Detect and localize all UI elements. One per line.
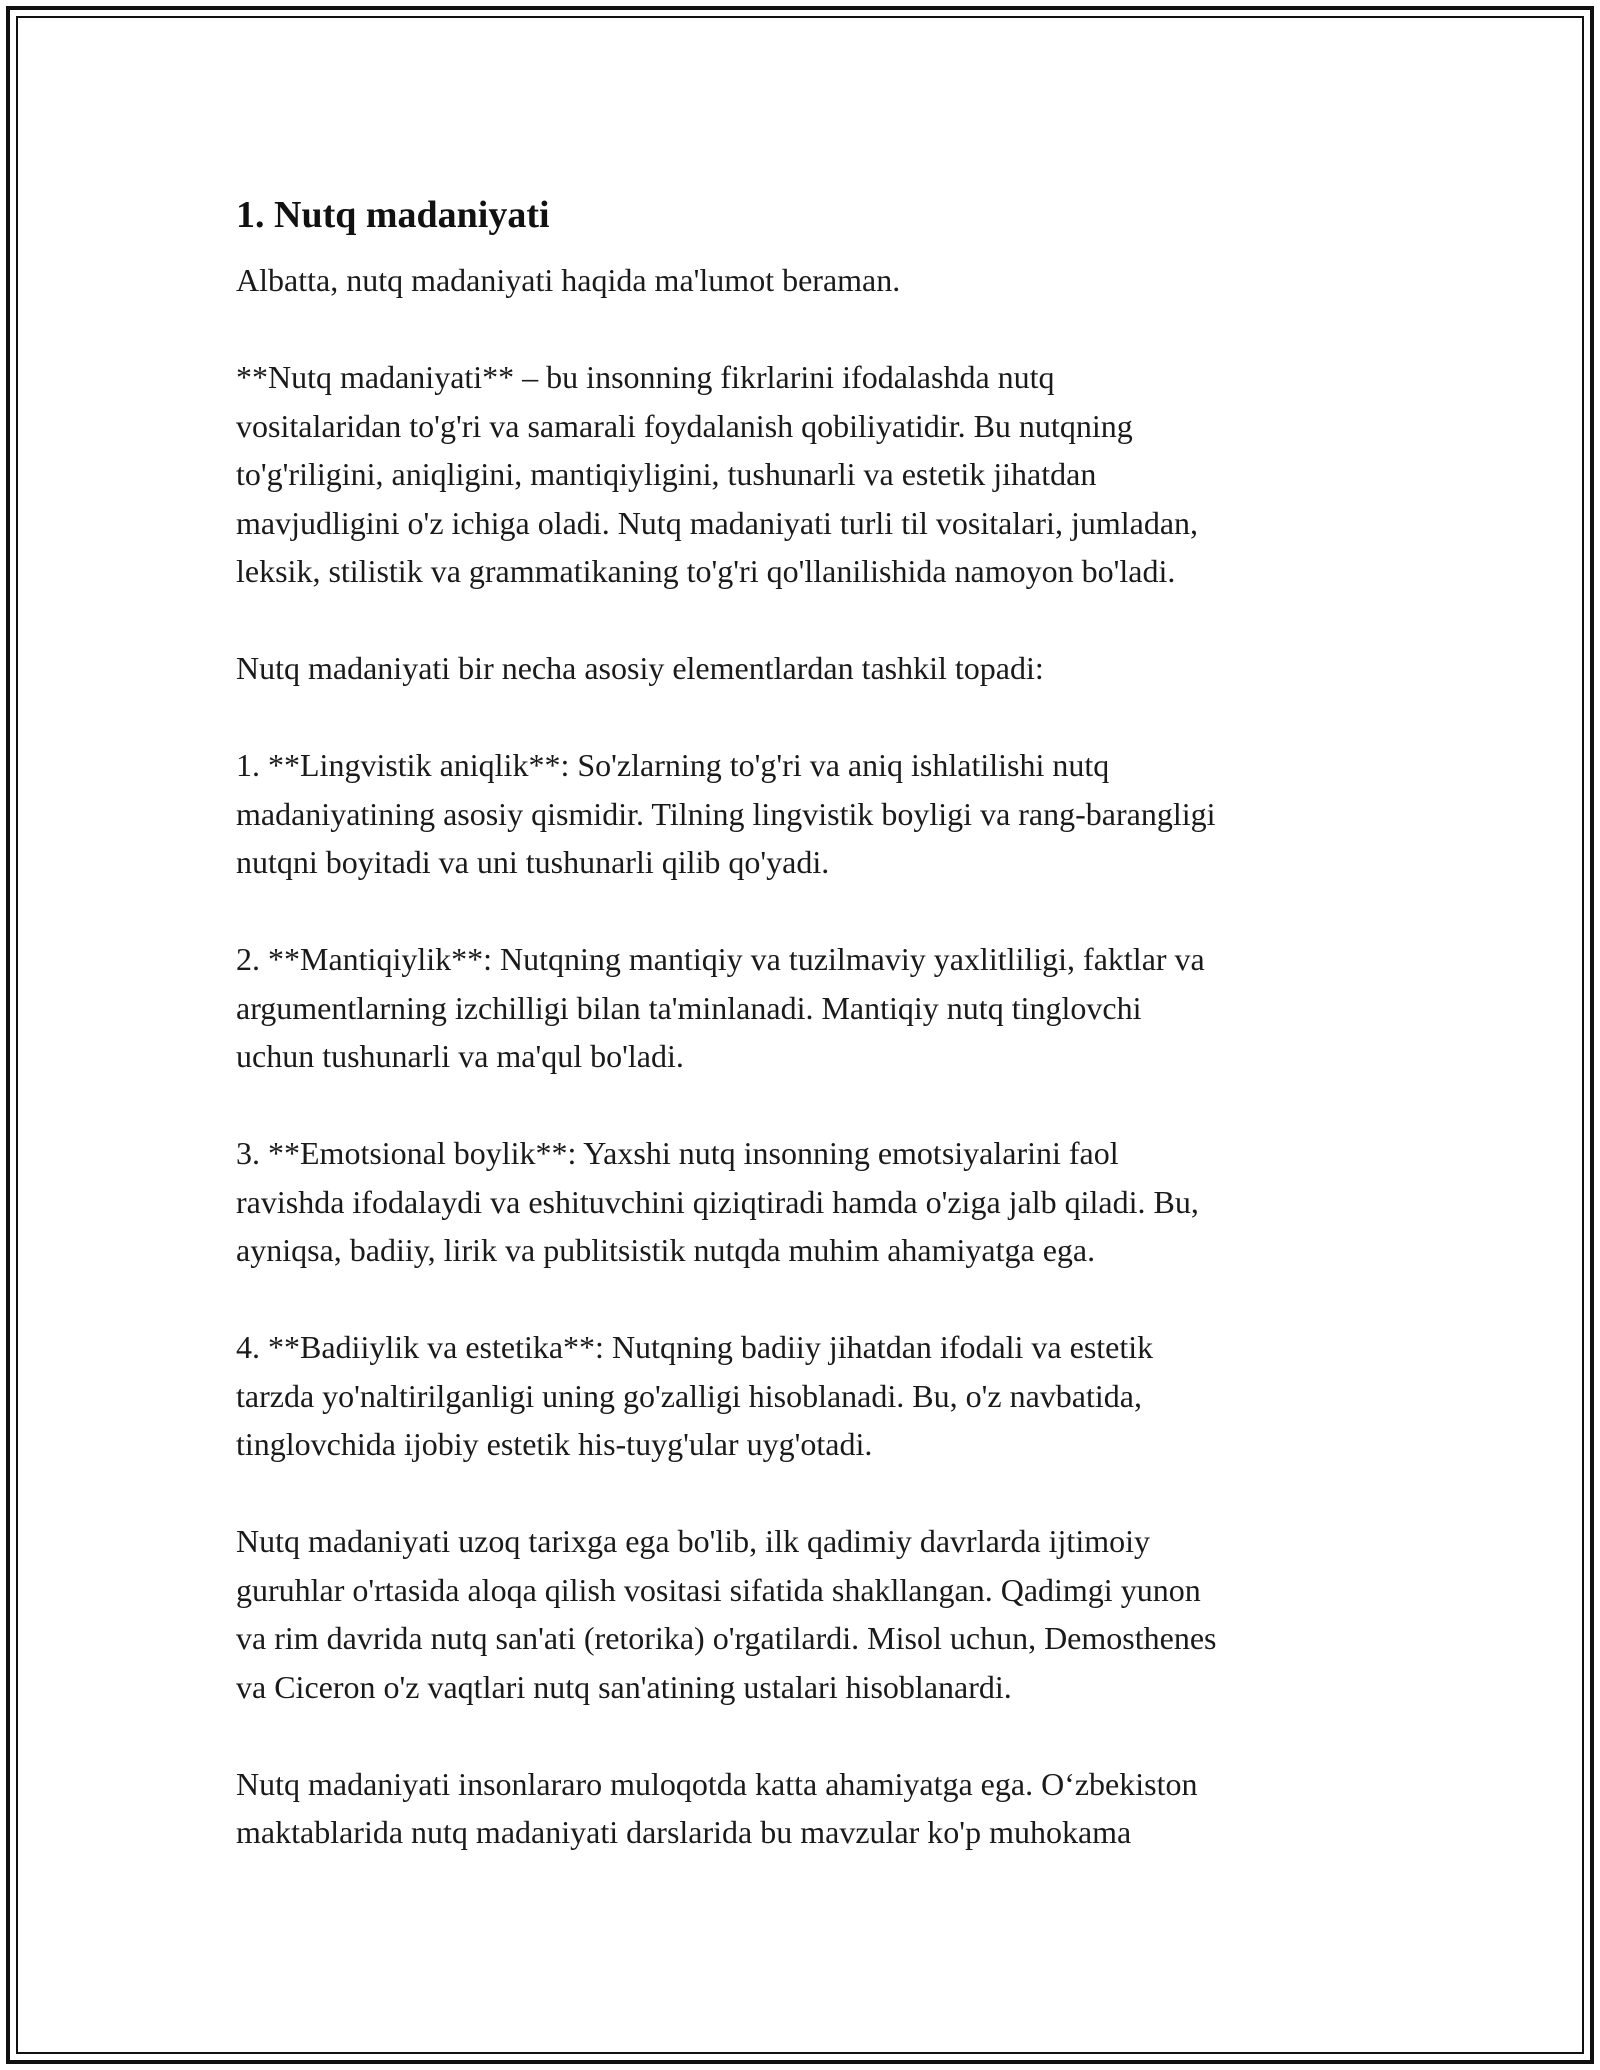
elements-intro-paragraph: Nutq madaniyati bir necha asosiy elementlardan tashkil topadi:: [236, 650, 1044, 686]
list-item-mantiqiylik: 2. **Mantiqiylik**: Nutqning mantiqiy va tuzilmaviy yaxlitliligi, faktlar va argumentlarning izchilligi bilan ta'minlanadi. Mantiqiy nutq tinglovchi uchun tushunarli va ma'qul bo'ladi.: [236, 941, 1205, 1074]
document-heading: 1. Nutq madaniyati: [236, 194, 550, 236]
list-item-lingvistik-aniqlik: 1. **Lingvistik aniqlik**: So'zlarning to'g'ri va aniq ishlatilishi nutq madaniyatining asosiy qismidir. Tilning lingvistik boyligi va rang-barangligi nutqni boyitadi va uni tushunarli qilib qo'yadi.: [236, 747, 1216, 880]
document-page: [236, 186, 1366, 1905]
intro-paragraph: Albatta, nutq madaniyati haqida ma'lumot beraman.: [236, 262, 901, 298]
closing-paragraph: Nutq madaniyati insonlararo muloqotda katta ahamiyatga ega. Oʻzbekiston maktablarida nutq madaniyati darslarida bu mavzular ko'p muhokama: [236, 1765, 1198, 1850]
definition-paragraph: **Nutq madaniyati** – bu insonning fikrlarini ifodalashda nutq vositalaridan to'g'ri va samarali foydalanish qobiliyatidir. Bu nutqning to'g'riligini, aniqligini, mantiqiyligini, tushunarli va estetik jihatdan mavjudligini o'z ichiga oladi. Nutq madaniyati turli til vositalari, jumladan, leksik, stilistik va grammatikaning to'g'ri qo'llanilishida namoyon bo'ladi.: [236, 359, 1199, 589]
history-paragraph: Nutq madaniyati uzoq tarixga ega bo'lib, ilk qadimiy davrlarda ijtimoiy guruhlar o'rtasida aloqa qilish vositasi sifatida shakllangan. Qadimgi yunon va rim davrida nutq san'ati (retorika) o'rgatilardi. Misol uchun, Demosthenes va Ciceron o'z vaqtlari nutq san'atining ustalari hisoblanardi.: [236, 1523, 1217, 1705]
list-item-badiiylik-va-estetika: 4. **Badiiylik va estetika**: Nutqning badiiy jihatdan ifodali va estetik tarzda yo'naltirilganligi uning go'zalligi hisoblanadi. Bu, o'z navbatida, tinglovchida ijobiy estetik his-tuyg'ular uyg'otadi.: [236, 1329, 1154, 1462]
list-item-emotsional-boylik: 3. **Emotsional boylik**: Yaxshi nutq insonning emotsiyalarini faol ravishda ifodalaydi va eshituvchini qiziqtiradi hamda o'ziga jalb qiladi. Bu, ayniqsa, badiiy, lirik va publitsistik nutqda muhim ahamiyatga ega.: [236, 1135, 1199, 1268]
